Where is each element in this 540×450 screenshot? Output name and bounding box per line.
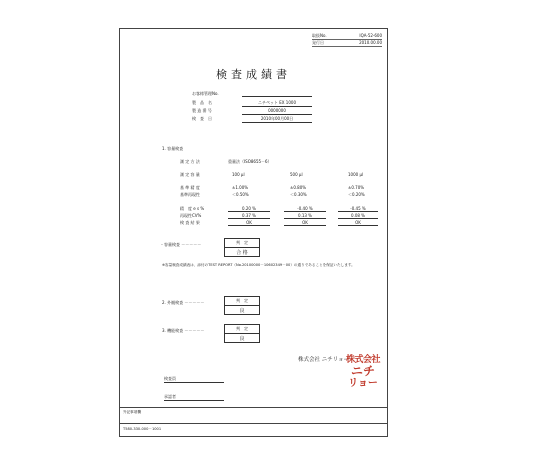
customer-no-line — [242, 96, 312, 97]
form-no-label: 取扱No. — [312, 33, 327, 38]
accuracy-1000: -0.45 % — [338, 207, 378, 212]
cv-1000: 0.08 % — [338, 214, 378, 219]
appearance-judge-value: 良 — [239, 307, 245, 314]
inspection-date-value: 2010年00月00日 — [242, 117, 312, 123]
inspection-date-label: 検 査 日 — [192, 116, 212, 121]
function-judge-box — [224, 324, 260, 343]
test-report-notice: ※容量検査成績表は、添付のTEST REPORT（No.20100000－10602349－00）の通りであることを保証いたします。 — [162, 263, 355, 267]
volume-summary-label: ・容量検査 －－－－－ — [160, 242, 202, 247]
function-judge-value: 良 — [239, 335, 245, 342]
volume-judge-head: 判 定 — [225, 239, 259, 248]
volume-label: 測 定 容 量 — [180, 172, 200, 177]
company-seal-stamp — [344, 355, 382, 391]
footer-divider-bottom — [120, 423, 387, 424]
appearance-judge-head: 判 定 — [225, 297, 259, 306]
result-1000: OK — [338, 221, 378, 226]
volume-500: 500 μl — [290, 172, 303, 177]
product-name-label: 製 品 名 — [192, 100, 212, 105]
std-repeatability-label: 基準再現性 — [180, 192, 200, 197]
serial-no-label: 製 造 番 号 — [192, 108, 212, 113]
seal-line-2: ニチ — [350, 364, 375, 378]
customer-no-label: お客様管理No. — [192, 91, 219, 96]
company-name: 株式会社 ニチリョー — [298, 357, 350, 363]
section-volume-heading: 1. 容量検査 — [162, 146, 184, 151]
approver-line — [164, 400, 224, 401]
inspector-line — [164, 382, 224, 383]
section-function-heading: 3. 機能検査 －－－－－ — [162, 328, 205, 333]
std-accuracy-label: 基 準 精 度 — [180, 185, 200, 190]
seal-line-1: 株式会社 — [345, 355, 380, 365]
volume-judge-value: 合 格 — [236, 249, 248, 256]
volume-100: 100 μl — [232, 172, 245, 177]
document-title: 検査成績書 — [216, 68, 291, 81]
document-header — [312, 33, 382, 47]
std-repeatability-1000: ＜0.20% — [348, 192, 365, 197]
cv-500: 0.13 % — [284, 214, 326, 219]
issued-label: 発行日 — [312, 40, 324, 45]
form-no-value: IQA-52-600 — [359, 33, 382, 38]
seal-line-3: リョー — [348, 378, 378, 389]
footer-divider — [120, 407, 387, 408]
std-accuracy-100: ±1.00% — [232, 185, 249, 190]
accuracy-100: 0.20 % — [228, 207, 270, 212]
footer-code: T580-330-000－1001 — [123, 427, 162, 431]
cv-100: 0.37 % — [228, 214, 270, 219]
footer-remarks-label: 外記事項欄 — [123, 410, 141, 414]
result-500: OK — [284, 221, 326, 226]
volume-judge-box — [224, 238, 260, 257]
product-name-value: ニチペット EX 1000 — [242, 101, 312, 107]
accuracy-label: 精 度 e s % — [180, 206, 205, 211]
section-appearance-heading: 2. 外観検査 －－－－－ — [162, 300, 205, 305]
std-accuracy-1000: ±0.70% — [348, 185, 365, 190]
result-100: OK — [228, 221, 270, 226]
approver-label: 承認者 — [164, 394, 176, 399]
inspection-certificate-sheet — [119, 28, 388, 437]
appearance-judge-box — [224, 296, 260, 315]
std-repeatability-100: ＜0.50% — [232, 192, 249, 197]
std-accuracy-500: ±0.80% — [290, 185, 307, 190]
inspector-label: 検査員 — [164, 376, 176, 381]
method-value: 重量法（ISO8655－6） — [228, 159, 272, 164]
result-label: 検 査 結 果 — [180, 220, 200, 225]
std-repeatability-500: ＜0.30% — [290, 192, 307, 197]
cv-label: 再現性CV% — [180, 213, 202, 218]
volume-1000: 1000 μl — [348, 172, 364, 177]
issued-value: 2010.00.00 — [359, 40, 382, 45]
accuracy-500: -0.40 % — [284, 207, 326, 212]
method-label: 測 定 方 法 — [180, 159, 200, 164]
function-judge-head: 判 定 — [225, 325, 259, 334]
serial-no-value: 0000000 — [242, 109, 312, 115]
